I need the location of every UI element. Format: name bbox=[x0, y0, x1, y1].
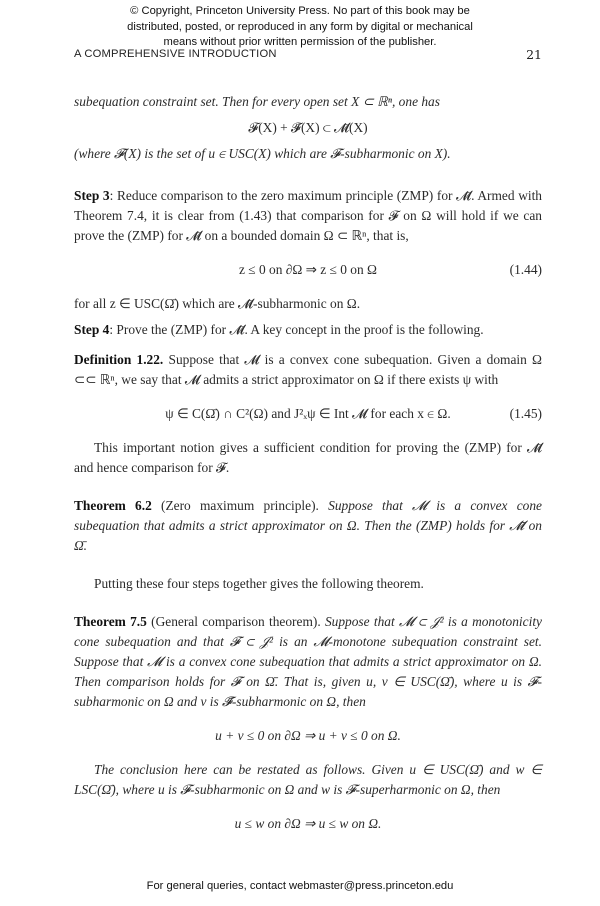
display-uv-formula: u + v ≤ 0 on ∂Ω ⇒ u + v ≤ 0 on Ω. bbox=[215, 728, 401, 743]
display-uw bbox=[74, 814, 542, 834]
display-uw-formula: u ≤ w on ∂Ω ⇒ u ≤ w on Ω. bbox=[234, 816, 382, 831]
theorem-7-5-statement: Suppose that 𝓜 ⊂ 𝒥² is a monotonicity cone subequation and that 𝓕 ⊂ 𝒥² is an 𝓜-monotone subequation constraint set. Suppose that 𝓜 is a convex cone subequation that admits a strict approximator on Ω. Then comparison holds for 𝓕 on Ω̄. That is, given u, v ∈ USC(Ω̄), where u is 𝓕-subharmonic on Ω and v is 𝓕̃-subharmonic on Ω, then bbox=[74, 614, 542, 709]
equation-1-45 bbox=[74, 404, 542, 424]
display-uv bbox=[74, 726, 542, 746]
step-3-text: : Reduce comparison to the zero maximum principle (ZMP) for 𝓜̃. Armed with Theorem 7.4, it is clear from (1.43) that comparison for 𝓕 on Ω will hold if we can prove the (ZMP) for 𝓜̃ on a bounded domain Ω ⊂ ℝⁿ, that is, bbox=[74, 188, 543, 243]
copyright-line-1: © Copyright, Princeton University Press. No part of this book may be bbox=[130, 5, 470, 17]
footer-contact: For general queries, contact webmaster@press.princeton.edu bbox=[146, 880, 454, 892]
page-number: 21 bbox=[526, 47, 542, 62]
equation-1-44 bbox=[74, 260, 542, 280]
definition-label: Definition 1.22. bbox=[74, 352, 164, 367]
theorem-7-5 bbox=[74, 612, 542, 712]
theorem-6-2-label: Theorem 6.2 bbox=[74, 498, 152, 513]
footer bbox=[0, 880, 600, 892]
conclusion-paragraph: The conclusion here can be restated as follows. Given u ∈ USC(Ω̄) and w ∈ LSC(Ω̄), where u is 𝓕-subharmonic on Ω and w is 𝓕-superharmonic on Ω, then bbox=[74, 762, 542, 797]
step-3-paragraph bbox=[74, 186, 542, 246]
display-equation-1 bbox=[74, 118, 542, 138]
theorem-6-2-statement: Suppose that 𝓜 is a convex cone subequation that admits a strict approximator on Ω. Then the (ZMP) holds for 𝓜̃ on Ω̄. bbox=[74, 498, 542, 553]
theorem-7-5-name: (General comparison theorem). bbox=[151, 614, 321, 629]
step-3-label: Step 3 bbox=[74, 188, 110, 203]
copyright-line-2: distributed, posted, or reproduced in any form by digital or mechanical bbox=[127, 20, 473, 33]
running-head bbox=[74, 48, 542, 64]
definition-1-22 bbox=[74, 350, 542, 390]
after-1-44-line: for all z ∈ USC(Ω̄) which are 𝓜̃-subharmonic on Ω. bbox=[74, 296, 361, 311]
page-body bbox=[74, 92, 542, 834]
intro-line: subequation constraint set. Then for every open set X ⊂ ℝⁿ, one has bbox=[74, 94, 440, 109]
step-4-text: : Prove the (ZMP) for 𝓜̃. A key concept in the proof is the following. bbox=[109, 322, 484, 337]
step-4-paragraph bbox=[74, 320, 542, 340]
step-4-label: Step 4 bbox=[74, 322, 110, 337]
definition-text: Suppose that 𝓜 is a convex cone subequation. Given a domain Ω ⊂⊂ ℝⁿ, we say that 𝓜 admits a strict approximator on Ω if there exists ψ with bbox=[74, 352, 542, 387]
equation-1-45-formula: ψ ∈ C(Ω̄) ∩ C²(Ω) and J²ₓψ ∈ Int 𝓜 for each x ∈ Ω. bbox=[165, 406, 451, 421]
running-head-title: A COMPREHENSIVE INTRODUCTION bbox=[74, 48, 277, 60]
notion-paragraph: This important notion gives a sufficient condition for proving the (ZMP) for 𝓜̃ and hence comparison for 𝓕. bbox=[74, 440, 542, 475]
display-equation-1-formula: 𝓕(X) + 𝓕̃(X) ⊂ 𝓜̃(X) bbox=[248, 120, 368, 135]
theorem-6-2 bbox=[74, 496, 542, 556]
where-line: (where 𝓕(X) is the set of u ∈ USC(X) which are 𝓕-subharmonic on X). bbox=[74, 146, 451, 161]
equation-1-45-number: (1.45) bbox=[509, 406, 542, 421]
copyright-line-3: means without prior written permission of the publisher. bbox=[163, 36, 437, 48]
putting-paragraph: Putting these four steps together gives the following theorem. bbox=[94, 576, 424, 591]
copyright-notice bbox=[0, 4, 600, 51]
theorem-7-5-label: Theorem 7.5 bbox=[74, 614, 147, 629]
equation-1-44-formula: z ≤ 0 on ∂Ω ⇒ z ≤ 0 on Ω bbox=[239, 262, 377, 277]
equation-1-44-number: (1.44) bbox=[509, 262, 542, 277]
theorem-6-2-name: (Zero maximum principle). bbox=[161, 498, 319, 513]
